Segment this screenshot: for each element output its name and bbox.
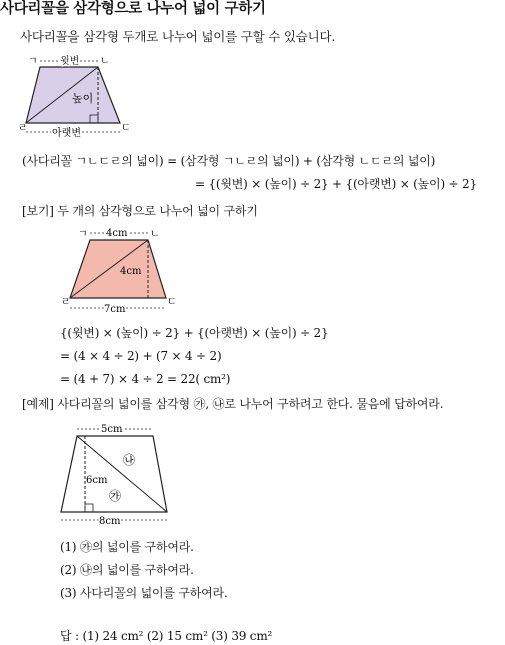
formula-line2: = {(윗변) × (높이) ÷ 2} + {(아랫변) × (높이) ÷ 2} — [195, 177, 477, 191]
vertex-tl: ㄱ — [28, 56, 38, 67]
height-label: 높이 — [72, 92, 94, 105]
vertex-tr: ㄴ — [150, 229, 160, 240]
region-lower-mark: ㉮ — [109, 489, 122, 503]
question-1: (1) ㉮의 넓이를 구하여라. — [60, 540, 194, 554]
region-upper-mark: ㉯ — [123, 453, 136, 467]
bottom-label: 8cm — [99, 516, 121, 527]
answer-line: 답 : (1) 24 cm² (2) 15 cm² (3) 39 cm² — [60, 629, 273, 643]
bottom-label: 아랫변 — [52, 128, 81, 139]
top-label: 5cm — [101, 424, 123, 435]
figure-trapezoid-general — [20, 55, 130, 140]
top-label: 4cm — [106, 228, 128, 239]
formula-line1: (사다리꼴 ㄱㄴㄷㄹ의 넓이) = (삼각형 ㄱㄴㄹ의 넓이) + (삼각형 ㄴㄷㄹ의 넓이) — [22, 154, 436, 168]
page-title: 사다리꼴을 삼각형으로 나누어 넓이 구하기 — [0, 1, 266, 17]
example-line1: {(윗변) × (높이) ÷ 2} + {(아랫변) × (높이) ÷ 2} — [60, 326, 329, 340]
example-line2: = (4 × 4 ÷ 2) + (7 × 4 ÷ 2) — [60, 349, 222, 363]
example-header: [보기] 두 개의 삼각형으로 나누어 넓이 구하기 — [22, 204, 258, 218]
diagonal-line — [77, 436, 167, 512]
question-3: (3) 사다리꼴의 넓이를 구하여라. — [60, 586, 228, 600]
right-angle-mark — [85, 504, 93, 512]
height-label: 4cm — [120, 266, 142, 277]
vertex-tr: ㄴ — [100, 56, 110, 67]
vertex-bl: ㄹ — [61, 297, 71, 308]
trapezoid-shape — [70, 240, 166, 298]
bottom-label: 7cm — [104, 304, 126, 315]
figure-trapezoid-example — [60, 228, 180, 320]
figure-trapezoid-exercise — [55, 420, 180, 530]
example-line3: = (4 + 7) × 4 ÷ 2 = 22( cm²) — [60, 372, 231, 386]
vertex-br: ㄷ — [121, 123, 131, 134]
vertex-tl: ㄱ — [78, 229, 88, 240]
vertex-br: ㄷ — [167, 297, 177, 308]
exercise-header: [예제] 사다리꼴의 넓이를 삼각형 ㉮, ㉯로 나누어 구하려고 한다. 물음에 답하여라. — [22, 397, 444, 411]
top-label: 윗변 — [60, 56, 80, 67]
vertex-bl: ㄹ — [18, 123, 28, 134]
height-label: 6cm — [86, 475, 108, 486]
intro-text: 사다리꼴을 삼각형 두개로 나누어 넓이를 구할 수 있습니다. — [20, 29, 336, 44]
question-2: (2) ㉯의 넓이를 구하여라. — [60, 563, 194, 577]
